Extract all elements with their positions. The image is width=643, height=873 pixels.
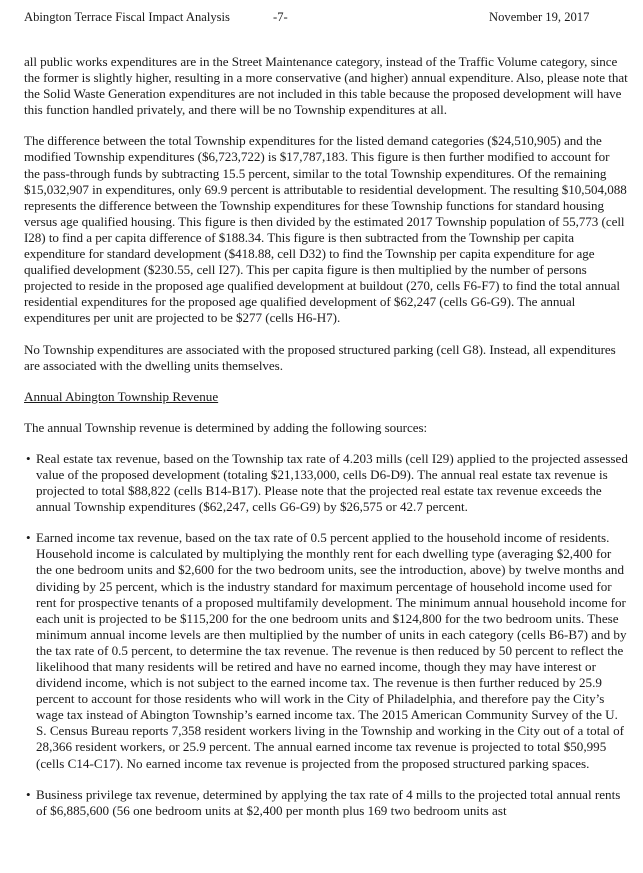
- paragraph-public-works-continuation: all public works expenditures are in the Street Maintenance category, instead of the Traffic Volume category, since the former is slightly higher, resulting in a more conservative (and higher) annual expenditure. Also, please note that the Solid Waste Generation expenditures are not included in this table because the proposed development will have this function handled privately, and there will be no Township expenditures at all.: [24, 54, 628, 118]
- header-page-number: -7-: [273, 10, 288, 24]
- list-item-earned-income-tax: [24, 530, 628, 771]
- list-item-text: Earned income tax revenue, based on the tax rate of 0.5 percent applied to the household income of residents. Household income is calculated by multiplying the monthly rent for each dwelling type (averaging $2,400 for the one bedroom units and $2,600 for the two bedroom units, see the introduction, above) by twelve months and dividing by 25 percent, which is the industry standard for maximum percentage of household income used for rent for prospective tenants of a proposed multifamily development. The minimum annual household income for each unit is projected to be $115,200 for the one bedroom units and $124,800 for the two bedroom units. These minimum annual income levels are then multiplied by the number of units in each category (cells B6-B7) and by the tax rate of 0.5 percent, to determine the tax revenue. The revenue is then reduced by 50 percent to reflect the likelihood that many residents will be retired and have no earned income, though they may have interest or dividend income, which is not subject to the earned income tax. The revenue is then further reduced by 25.9 percent to account for those residents who will work in the City of Philadelphia, and therefore pay the City’s wage tax instead of Abington Township’s earned income tax. The 2015 American Community Survey of the U. S. Census Bureau reports 7,358 resident workers living in the Township and working in the City out of a total of 28,366 resident workers, or 25.9 percent. The annual earned income tax revenue is projected to total $50,995 (cells C14-C17). No earned income tax revenue is projected from the proposed structured parking spaces.: [36, 530, 627, 771]
- bullet-icon: •: [26, 530, 31, 546]
- section-heading-revenue: Annual Abington Township Revenue: [24, 388, 219, 404]
- page-header: [24, 9, 628, 26]
- document-page: [24, 0, 628, 818]
- bullet-icon: •: [26, 450, 31, 466]
- section-intro: The annual Township revenue is determined by adding the following sources:: [24, 419, 428, 435]
- header-date: November 19, 2017: [489, 10, 590, 24]
- paragraph-structured-parking: No Township expenditures are associated with the proposed structured parking (cell G8). Instead, all expenditures are associated with the dwelling units themselves.: [24, 341, 616, 373]
- list-item-text: Business privilege tax revenue, determined by applying the tax rate of 4 mills to the projected total annual rents of $6,885,600 (56 one bedroom units at $2,400 per month plus 169 two bedroom units ast: [36, 786, 621, 818]
- page-body: [24, 54, 628, 834]
- paragraph-expenditure-difference: The difference between the total Township expenditures for the listed demand categories ($24,510,905) and the modified Township expenditures ($6,723,722) is $17,787,183. This figure is then further modified to account for the pass-through funds by subtracting 15.5 percent, similar to the total Township expenditures. Of the remaining $15,032,907 in expenditures, only 69.9 percent is attributable to residential development. The resulting $10,504,088 represents the difference between the Township expenditures for these Township functions for standard housing versus age qualified housing. This figure is then divided by the estimated 2017 Township population of 55,773 (cell I28) to find a per capita difference of $188.34. This figure is then subtracted from the Township per capita expenditure for standard development ($418.88, cell D32) to find the Township per capita expenditure for age qualified development ($230.55, cell I27). This per capita figure is then multiplied by the number of persons projected to reside in the proposed age qualified development at buildout (270, cells F6-F7) to find the total annual residential expenditures for the proposed age qualified development of $62,247 (cells G6-G9). The annual expenditures per unit are projected to be $277 (cells H6-H7).: [24, 133, 627, 326]
- list-item-real-estate-tax: [24, 451, 628, 515]
- revenue-sources-list: [24, 451, 628, 819]
- header-title: Abington Terrace Fiscal Impact Analysis: [24, 10, 230, 24]
- list-item-text: Real estate tax revenue, based on the Township tax rate of 4.203 mills (cell I29) applied to the projected assessed value of the proposed development (totaling $21,133,000, cells D6-D9). The annual real estate tax revenue is projected to total $88,822 (cells B14-B17). Please note that the projected real estate tax revenue exceeds the annual Township expenditures ($62,247, cells G6-G9) by $26,575 or 42.7 percent.: [36, 450, 628, 515]
- bullet-icon: •: [26, 786, 31, 802]
- list-item-business-privilege-tax: [24, 787, 628, 819]
